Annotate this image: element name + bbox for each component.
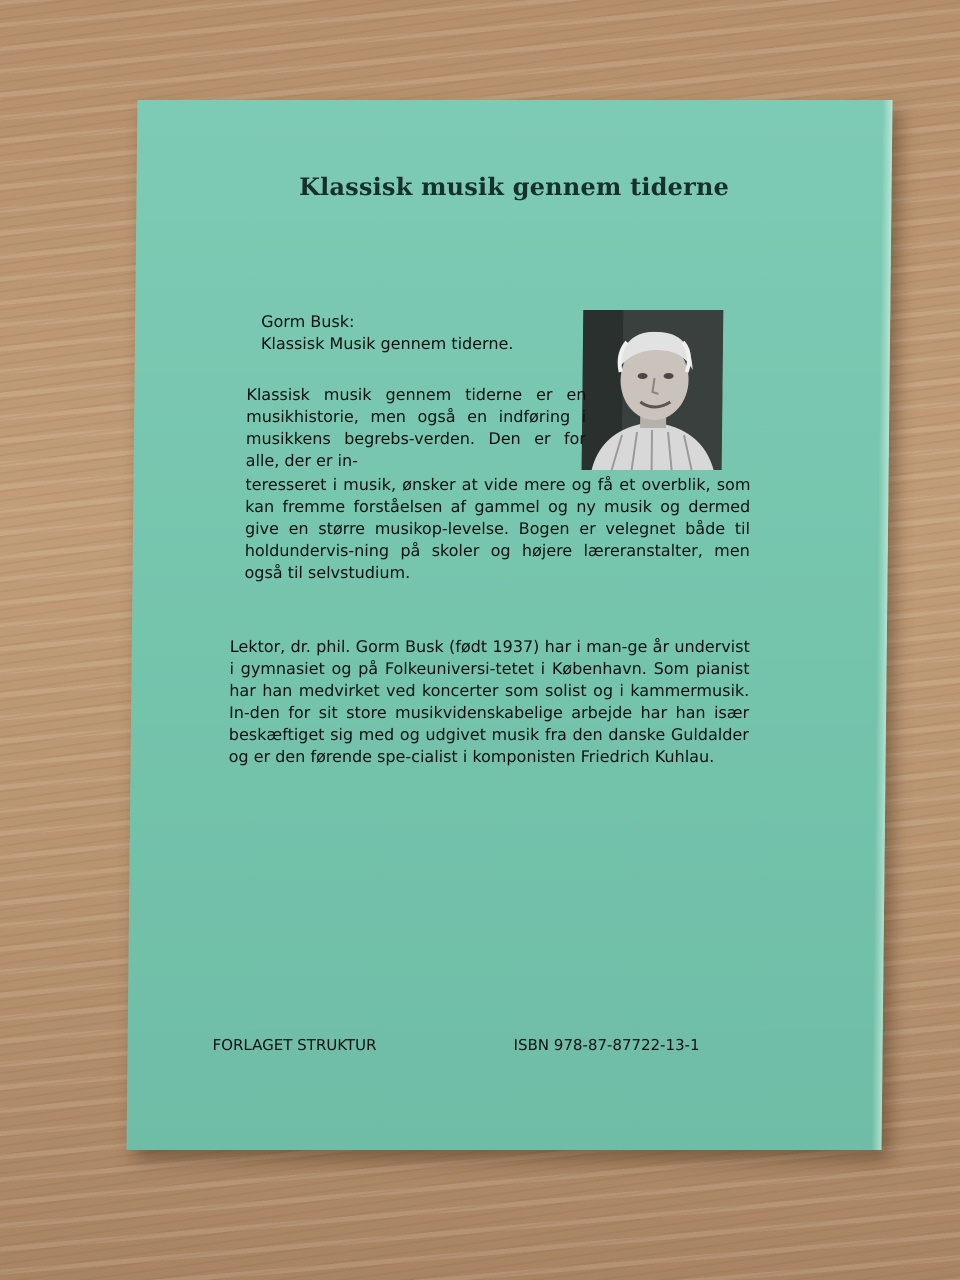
book-back-cover xyxy=(127,100,893,1150)
cover-title: Klassisk musik gennem tiderne xyxy=(298,172,730,201)
author-bio-paragraph: Lektor, dr. phil. Gorm Busk (født 1937) har i man-ge år undervist i gymnasiet og på Folkeuniversi-tetet i København. Som pianist har han medvirket ved koncerter som solist og i kammermusik. In-den for sit store musikvidenskabelige arbejde har han især beskæftiget sig med og udgivet musik fra den danske Guldalder og er den førende spe-cialist i komponisten Friedrich Kuhlau. xyxy=(228,637,750,766)
author-line: Gorm Busk: xyxy=(261,312,355,331)
publisher-label: FORLAGET STRUKTUR xyxy=(212,1036,377,1054)
author-photo xyxy=(582,310,724,470)
author-portrait-illustration xyxy=(582,310,724,470)
description-paragraph-wide: teresseret i musik, ønsker at vide mere og få et overblik, som kan fremme forståelsen af gammel og ny musik og dermed give en større musikop-levelse. Bogen er velegnet både til holdundervis-ning på skoler og højere læreranstalter, men også til selvstudium. xyxy=(244,475,751,582)
isbn-label: ISBN 978-87-87722-13-1 xyxy=(513,1036,700,1054)
book-title-line: Klassisk Musik gennem tiderne. xyxy=(260,334,514,353)
book-edge xyxy=(872,100,893,1150)
description-paragraph-narrow: Klassisk musik gennem tiderne er en musikhistorie, men også en indføring i musikkens begrebs-verden. Den er for alle, der er in- xyxy=(245,385,587,470)
